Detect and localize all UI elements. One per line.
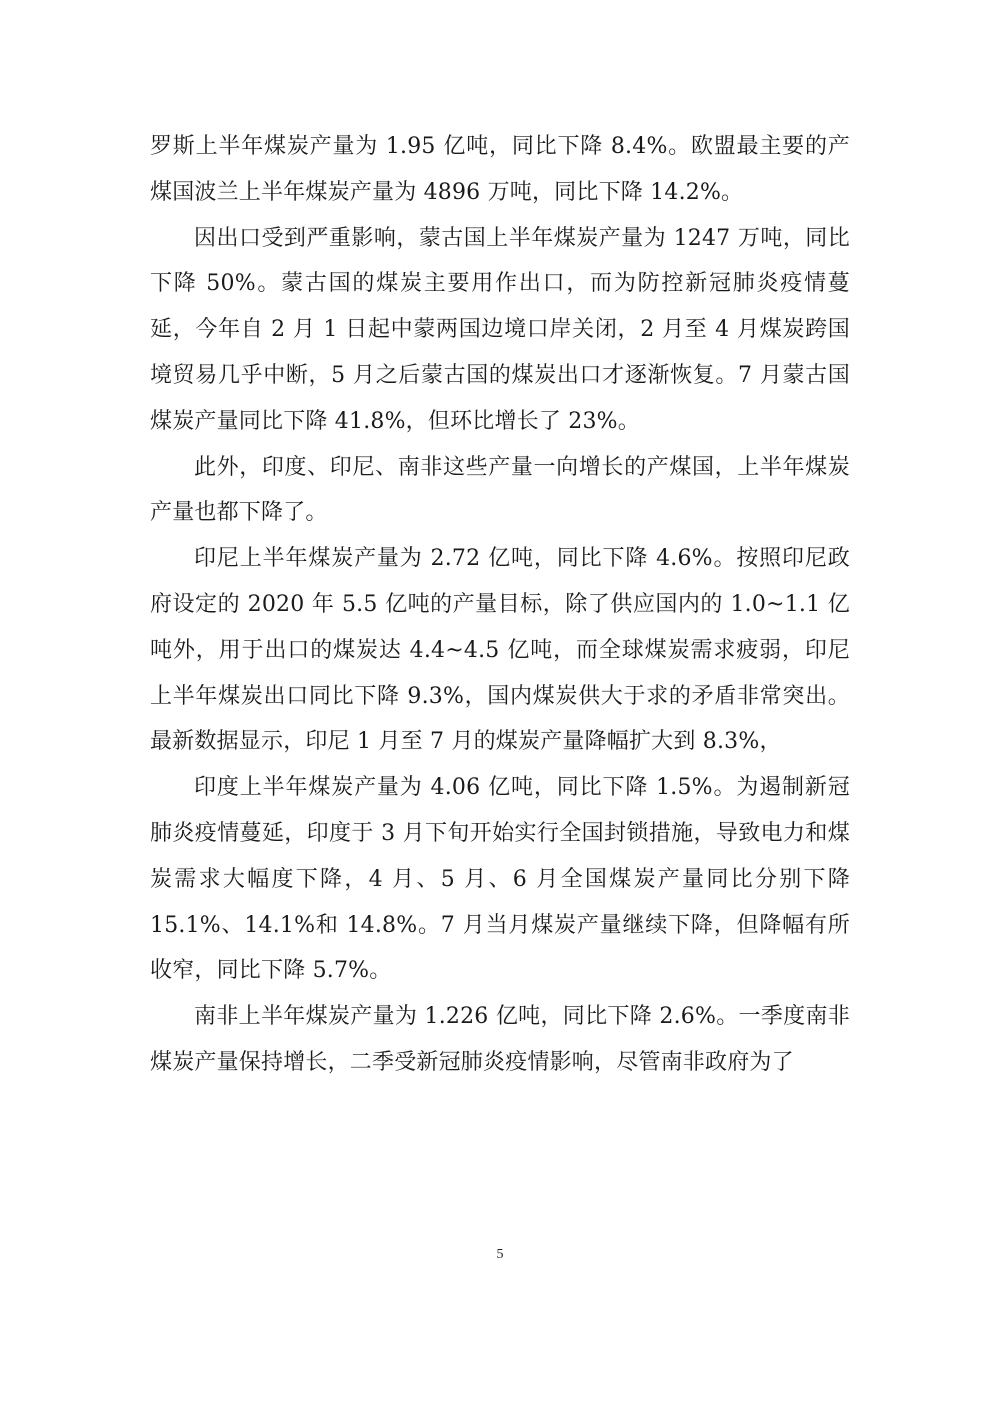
- body-text: [150, 124, 850, 1086]
- paragraph-indonesia: 印尼上半年煤炭产量为 2.72 亿吨，同比下降 4.6%。按照印尼政府设定的 2020 年 5.5 亿吨的产量目标，除了供应国内的 1.0~1.1 亿吨外，用于出口的煤炭达 4.4~4.5 亿吨，而全球煤炭需求疲弱，印尼上半年煤炭出口同比下降 9.3%，国内煤炭供大于求的矛盾非常突出。最新数据显示，印尼 1 月至 7 月的煤炭产量降幅扩大到 8.3%，: [150, 546, 850, 755]
- page-number: 5: [496, 1247, 504, 1262]
- paragraph-russia-poland: 罗斯上半年煤炭产量为 1.95 亿吨，同比下降 8.4%。欧盟最主要的产煤国波兰上半年煤炭产量为 4896 万吨，同比下降 14.2%。: [150, 134, 850, 205]
- paragraph-south-africa: 南非上半年煤炭产量为 1.226 亿吨，同比下降 2.6%。一季度南非煤炭产量保持增长，二季受新冠肺炎疫情影响，尽管南非政府为了: [150, 1004, 850, 1075]
- paragraph-mongolia: 因出口受到严重影响，蒙古国上半年煤炭产量为 1247 万吨，同比下降 50%。蒙古国的煤炭主要用作出口，而为防控新冠肺炎疫情蔓延，今年自 2 月 1 日起中蒙两国边境口岸关闭，2 月至 4 月煤炭跨国境贸易几乎中断，5 月之后蒙古国的煤炭出口才逐渐恢复。7 月蒙古国煤炭产量同比下降 41.8%，但环比增长了 23%。: [150, 225, 850, 434]
- paragraph-other-producers: 此外，印度、印尼、南非这些产量一向增长的产煤国，上半年煤炭产量也都下降了。: [150, 454, 850, 526]
- paragraph-india: 印度上半年煤炭产量为 4.06 亿吨，同比下降 1.5%。为遏制新冠肺炎疫情蔓延，印度于 3 月下旬开始实行全国封锁措施，导致电力和煤炭需求大幅度下降，4 月、5 月、6 月全国煤炭产量同比分别下降15.1%、14.1%和 14.8%。7 月当月煤炭产量继续下降，但降幅有所收窄，同比下降 5.7%。: [150, 775, 850, 984]
